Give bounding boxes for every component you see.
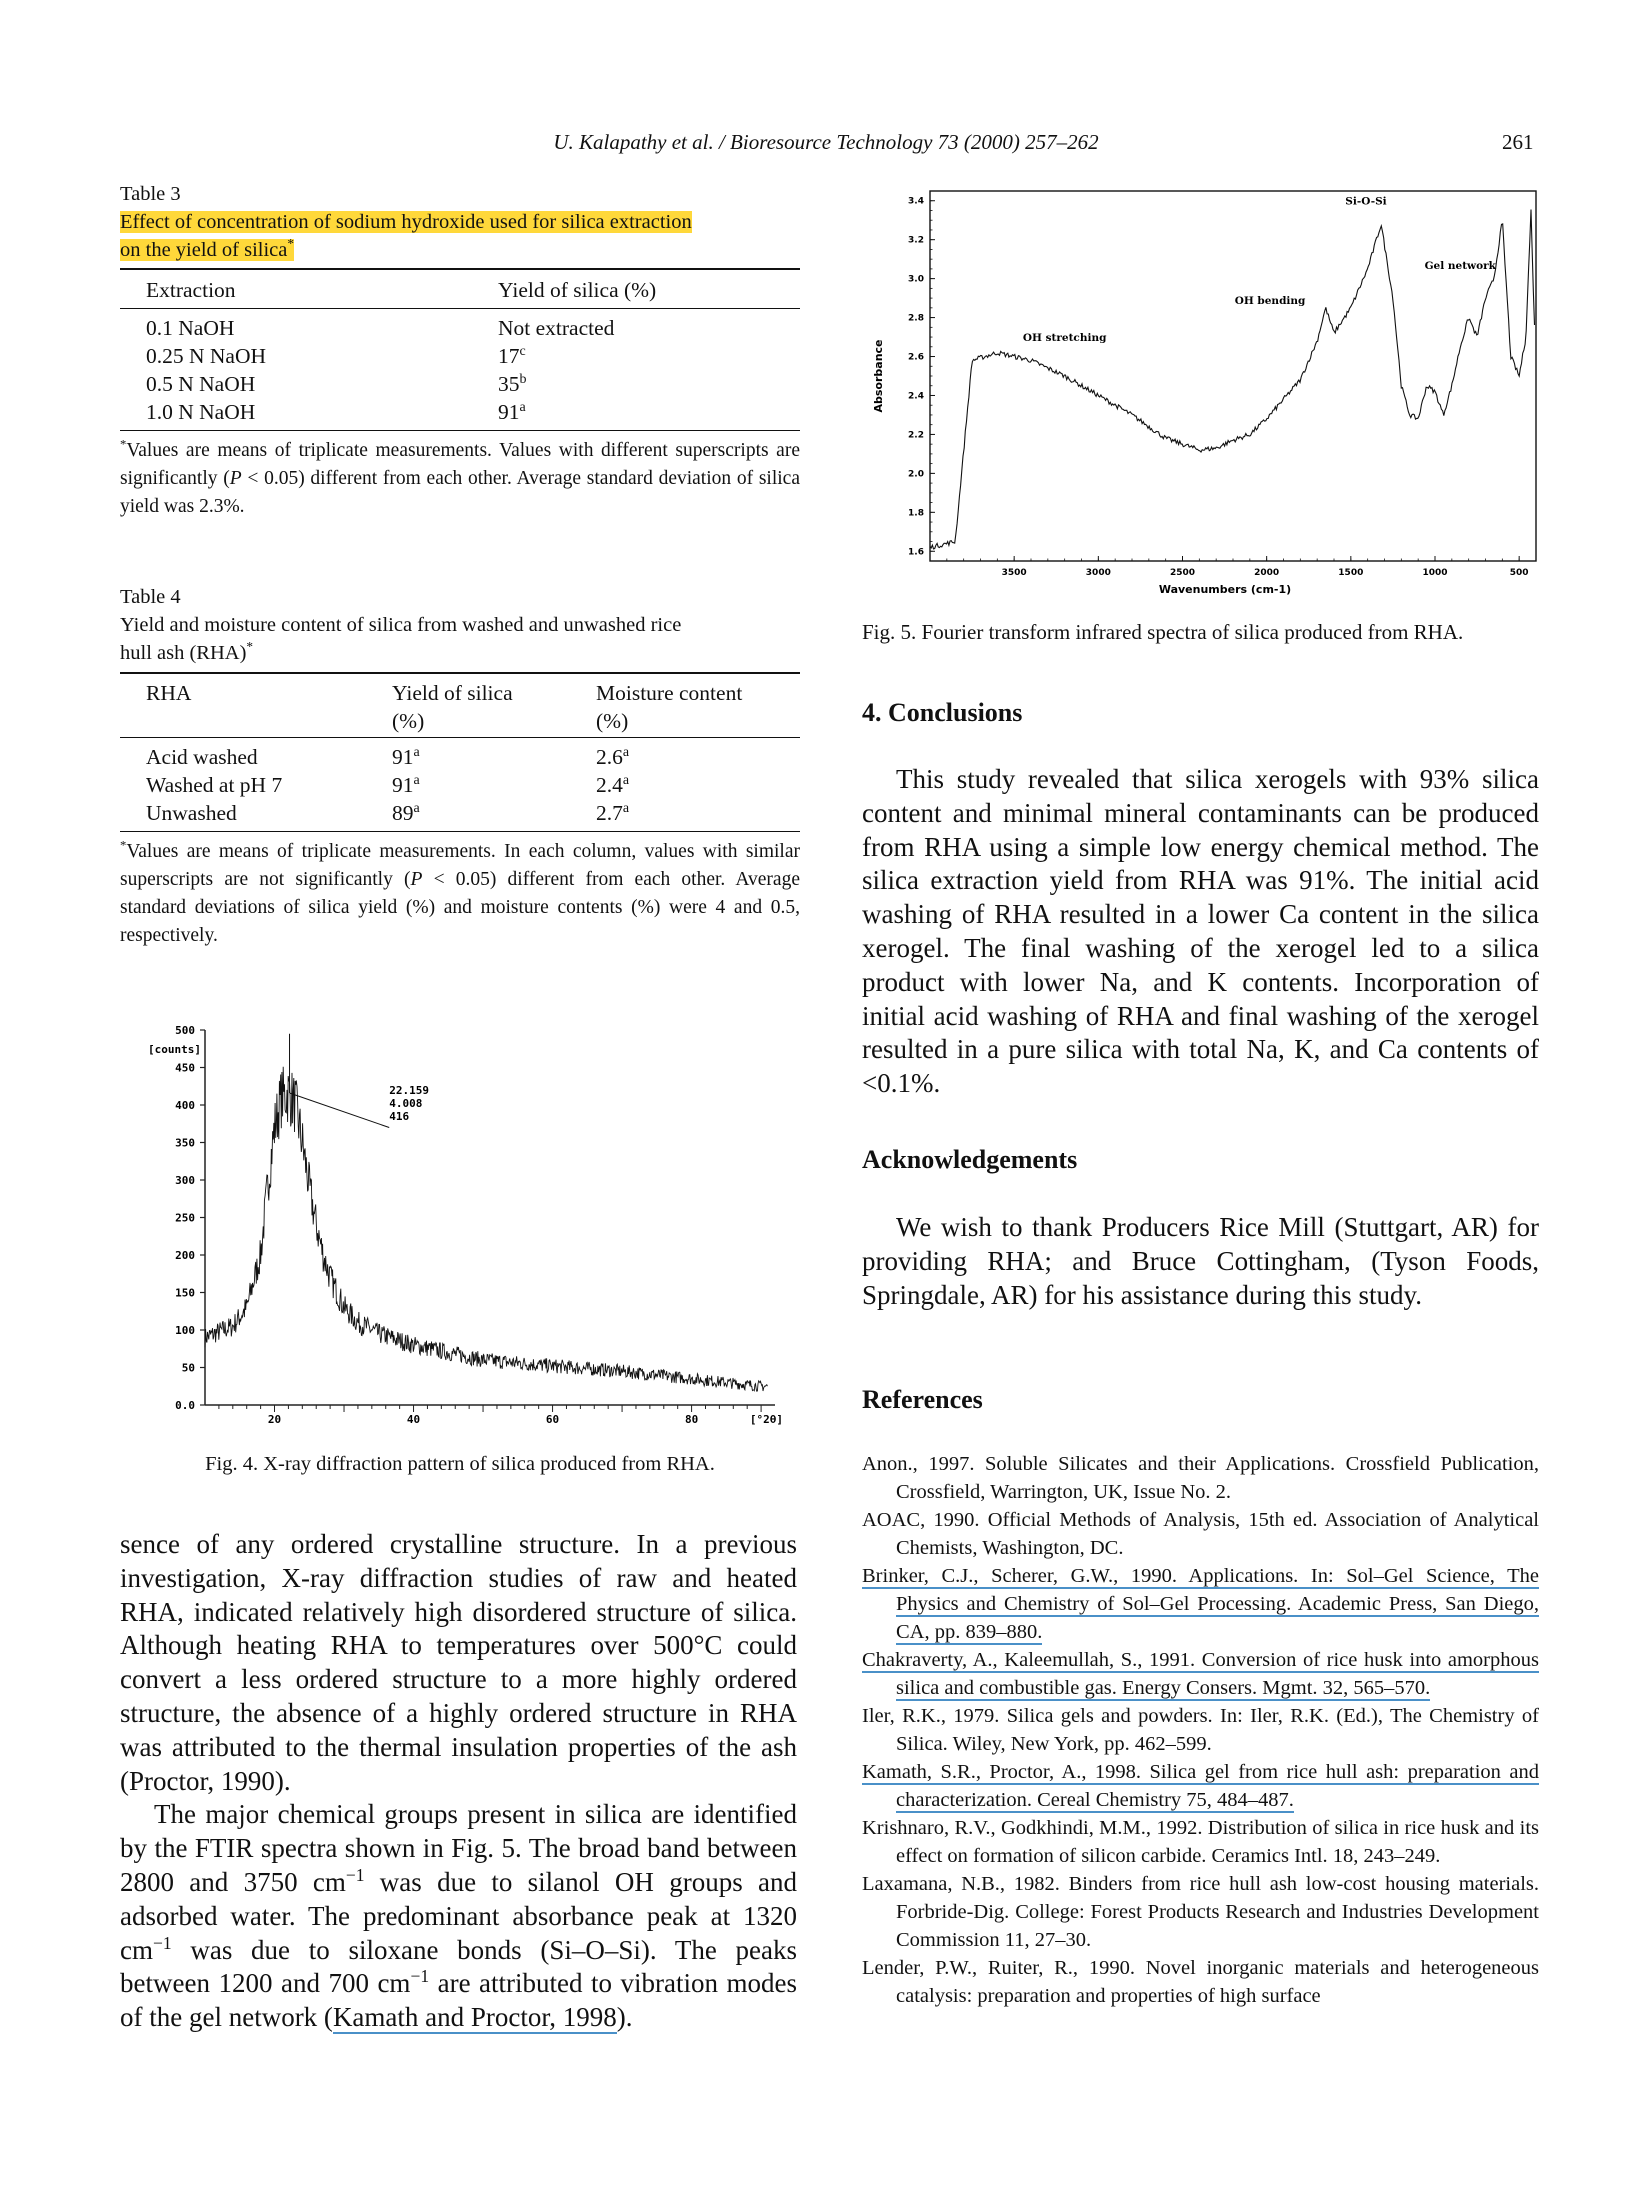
y-tick-label: 450 <box>175 1061 195 1075</box>
left-body <box>120 1528 797 2035</box>
y-tick-label: 2.6 <box>908 352 924 363</box>
x-tick-label: 60 <box>545 1413 560 1426</box>
y-tick-label: 0.0 <box>175 1399 195 1412</box>
y-tick-label: 150 <box>175 1286 195 1300</box>
table4-cell: 2.7 <box>596 801 623 825</box>
y-tick-label: 3.2 <box>908 235 924 246</box>
reference-item <box>862 1870 1539 1954</box>
table3-header-yield: Yield of silica (%) <box>498 278 657 302</box>
table4-header-moisture <box>570 673 800 738</box>
y-tick-label: 400 <box>175 1099 195 1112</box>
table3-cell: 1.0 N NaOH <box>146 400 256 424</box>
reference-text: Iler, R.K., 1979. Silica gels and powders. In: Iler, R.K. (Ed.), The Chemistry of Silica. Wiley, New York, pp. 462–599. <box>862 1705 1539 1755</box>
ack-heading <box>862 1145 1077 1175</box>
left-para2 <box>120 1798 797 2035</box>
table4-header-yield-l2: (%) <box>392 709 425 733</box>
table3-caption-line2: on the yield of silica <box>120 239 288 261</box>
left-para2-mid1: was due to silanol OH groups and adsorbed water. The predominant absorbance peak at 1320 cm <box>120 1866 797 1965</box>
table3-cell: 17 <box>498 344 520 368</box>
ack-heading-text: Acknowledgements <box>862 1145 1078 1174</box>
y-tick-label: 2.8 <box>908 313 924 324</box>
reference-link[interactable]: Brinker, C.J., Scherer, G.W., 1990. Applications. In: Sol–Gel Science, The Physics and Chemistry of Sol–Gel Processing. Academic Press, San Diego, CA, pp. 839–880. <box>862 1565 1539 1643</box>
x-tick-label: 80 <box>684 1413 699 1426</box>
y-tick-label: 2.2 <box>908 430 924 441</box>
references-heading <box>862 1385 983 1415</box>
table3-sup: a <box>519 399 526 415</box>
page-number: 261 <box>1502 130 1534 154</box>
table4-cell: Washed at pH 7 <box>146 773 283 797</box>
reference-link[interactable]: Kamath, S.R., Proctor, A., 1998. Silica gel from rice hull ash: preparation and characterization. Cereal Chemistry 75, 484–487. <box>862 1761 1539 1811</box>
table3-cell: Not extracted <box>498 316 615 340</box>
peak-annotation: 4.008 <box>389 1096 423 1110</box>
reference-text: Lender, P.W., Ruiter, R., 1990. Novel inorganic materials and heterogeneous catalysis: preparation and properties of high surface <box>862 1957 1539 2007</box>
footnote-mark: * <box>120 437 127 452</box>
table4-cell: 91 <box>392 773 414 797</box>
reference-item <box>862 1814 1539 1870</box>
left-para2-sup: −1 <box>345 1864 365 1885</box>
y-tick-label: 250 <box>175 1211 195 1225</box>
reference-item[interactable] <box>862 1758 1539 1814</box>
left-para2-end: ). <box>616 2002 633 2033</box>
x-axis-label: Wavenumbers (cm-1) <box>1158 583 1292 596</box>
spectrum-annotation: OH bending <box>1234 294 1306 307</box>
y-tick-label: 350 <box>175 1136 195 1150</box>
spectrum-annotation: Si-O-Si <box>1345 195 1387 208</box>
footnote-mark: * <box>120 838 127 853</box>
x-tick-label: 3500 <box>1001 568 1027 578</box>
table3-footnote-post: < 0.05) different from each other. Average standard deviation of silica yield was 2.3%. <box>120 468 800 517</box>
table3-cell: 0.5 N NaOH <box>146 372 256 396</box>
reference-item <box>862 1702 1539 1758</box>
table4 <box>120 672 800 950</box>
xrd-trace <box>205 1067 767 1391</box>
y-tick-label: 3.4 <box>908 196 924 207</box>
y-axis-label: Absorbance <box>872 339 885 413</box>
left-para2-sup: −1 <box>410 1966 430 1987</box>
running-title: U. Kalapathy et al. / Bioresource Technology 73 (2000) 257–262 <box>553 130 1099 154</box>
x-tick-label: 3000 <box>1085 568 1111 578</box>
peak-annotation: 416 <box>389 1109 410 1123</box>
table4-caption <box>120 583 800 667</box>
table4-header-moisture-l1: Moisture content <box>596 681 743 705</box>
table4-label: Table 4 <box>120 586 181 608</box>
table4-footnote-pre: Values are means of triplicate measurements. In each column, values with similar superscripts are not significantly ( <box>120 841 800 890</box>
table3-cell: 0.25 N NaOH <box>146 344 267 368</box>
table4-sup: a <box>622 744 630 760</box>
x-tick-label: 500 <box>1509 568 1529 578</box>
table4-header-yield <box>366 673 570 738</box>
left-para2-pre: The major chemical groups present in silica are identified by the FTIR spectra shown in Fig. 5. The broad band between 2800 and 3750 cm <box>120 1799 797 1897</box>
table4-sup: a <box>413 800 420 816</box>
table3-cell: 91 <box>498 400 520 424</box>
table4-sup: a <box>622 772 630 788</box>
spectrum-annotation: Gel network <box>1424 259 1496 272</box>
table3-footnote <box>120 437 800 521</box>
table3-sup: c <box>519 343 526 359</box>
x-tick-label: 1500 <box>1338 568 1364 578</box>
reference-item <box>862 1450 1539 1506</box>
peak-annotation: 22.159 <box>389 1083 429 1097</box>
ack-text: We wish to thank Producers Rice Mill (Stuttgart, AR) for providing RHA; and Bruce Cottingham, (Tyson Foods, Springdale, AR) for his assistance during this study. <box>862 1212 1539 1310</box>
fig4-caption: Fig. 4. X-ray diffraction pattern of silica produced from RHA. <box>205 1453 715 1475</box>
x-tick-label: 2000 <box>1254 568 1280 578</box>
table4-caption-mark: * <box>246 639 254 655</box>
x-tick-label: 20 <box>267 1413 282 1426</box>
table3-caption-mark: * <box>287 236 295 252</box>
y-tick-label: 200 <box>175 1249 195 1262</box>
table4-footnote-p: P <box>410 869 423 890</box>
x-axis-unit: [°2θ] <box>749 1413 783 1426</box>
table4-footnote-post: < 0.05) different from each other. Average standard deviations of silica yield (%) and moisture contents (%) were 4 and 0.5, respectively. <box>120 869 800 946</box>
annotation-leader <box>290 1093 390 1128</box>
table4-cell: 2.6 <box>596 745 623 769</box>
spectrum-annotation: OH stretching <box>1022 331 1107 344</box>
conclusions-text: This study revealed that silica xerogels with 93% silica content and minimal mineral contaminants can be produced from RHA using a simple low energy chemical method. The silica extraction yield from RHA was 91%. The initial acid washing of RHA resulted in a lower Ca content in the silica xerogel. The final washing of the xerogel led to a silica product with lower Na, and K contents. Incorporation of initial acid washing of RHA and final washing of the xerogel resulted in a pure silica with total Na, K, and Ca contents of <0.1%. <box>862 764 1539 1099</box>
table4-cell: Acid washed <box>146 745 258 769</box>
y-tick-label: 300 <box>175 1174 195 1187</box>
y-tick-label: 100 <box>175 1324 195 1337</box>
citation-link[interactable]: Kamath and Proctor, 1998 <box>332 2002 617 2033</box>
table4-header-rha: RHA <box>146 681 192 705</box>
references-heading-text: References <box>862 1385 983 1414</box>
reference-list <box>862 1450 1539 2010</box>
table4-sup: a <box>413 744 420 760</box>
x-tick-label: 2500 <box>1169 568 1196 578</box>
y-tick-label: 2.0 <box>908 469 924 480</box>
left-para2-sup: −1 <box>153 1932 172 1953</box>
table4-cell: 2.4 <box>596 773 623 797</box>
y-tick-label: 500 <box>175 1024 195 1037</box>
table4-cell: Unwashed <box>146 801 237 825</box>
plot-frame <box>930 191 1536 561</box>
table3-label: Table 3 <box>120 183 181 205</box>
table4-header-yield-l1: Yield of silica <box>392 681 513 705</box>
y-tick-label: 3.0 <box>908 274 924 285</box>
y-tick-label: 1.8 <box>908 508 924 519</box>
x-tick-label: 1000 <box>1422 568 1448 578</box>
table3-caption <box>120 180 800 264</box>
x-tick-label: 40 <box>406 1413 421 1426</box>
y-tick-label: 2.4 <box>908 391 924 402</box>
table3-caption-line1: Effect of concentration of sodium hydroxide used for silica extraction <box>120 211 692 233</box>
table3-cell: 35 <box>498 372 520 396</box>
y-tick-label: 50 <box>181 1361 195 1375</box>
table4-caption-line1: Yield and moisture content of silica from washed and unwashed rice <box>120 614 682 636</box>
table3-footnote-pre: Values are means of triplicate measurements. Values with different superscripts are significantly ( <box>120 440 800 489</box>
reference-text: Anon., 1997. Soluble Silicates and their Applications. Crossfield Publication, Crossfield, Warrington, UK, Issue No. 2. <box>862 1453 1539 1503</box>
table3-sup: b <box>519 371 527 387</box>
ftir-chart <box>860 183 1540 605</box>
reference-text: Laxamana, N.B., 1982. Binders from rice hull ash low-cost housing materials. Forbride-Dig. College: Forest Products Research and Industries Development Commission 11, 27–30. <box>862 1873 1539 1951</box>
reference-text: Krishnaro, R.V., Godkhindi, M.M., 1992. Distribution of silica in rice husk and its effect on formation of silicon carbide. Ceramics Intl. 18, 243–249. <box>862 1817 1539 1867</box>
reference-item <box>862 1506 1539 1562</box>
y-tick-label: 1.6 <box>908 547 924 558</box>
table3-cell: 0.1 NaOH <box>146 316 235 340</box>
reference-item[interactable] <box>862 1562 1539 1646</box>
table4-sup: a <box>622 800 630 816</box>
left-para1: sence of any ordered crystalline structure. In a previous investigation, X-ray diffraction studies of raw and heated RHA, indicated relatively high disordered structure of silica. Although heating RHA to temperatures over 500°C could convert a less ordered structure to a more highly ordered structure, the absence of a highly ordered structure in RHA was attributed to the thermal insulation properties of the ash (Proctor, 1990). <box>120 1529 797 1796</box>
table3-footnote-p: P <box>229 468 242 489</box>
left-para2-mid2: was due to siloxane bonds (Si–O–Si). The peaks between 1200 and 700 cm <box>120 1934 797 1999</box>
y-axis-label: [counts] <box>148 1042 201 1056</box>
table4-cell: 89 <box>392 801 414 825</box>
reference-item[interactable] <box>862 1646 1539 1702</box>
fig5-caption: Fig. 5. Fourier transform infrared spectra of silica produced from RHA. <box>862 620 1464 644</box>
table3-header-extraction: Extraction <box>146 278 236 302</box>
xrd-chart <box>115 1010 795 1430</box>
reference-text: AOAC, 1990. Official Methods of Analysis, 15th ed. Association of Analytical Chemists, Washington, DC. <box>862 1509 1539 1559</box>
reference-item <box>862 1954 1539 2010</box>
left-para2-mid3: are attributed to vibration modes of the gel network ( <box>120 1968 797 2033</box>
table4-header-moisture-l2: (%) <box>596 709 629 733</box>
table4-footnote <box>120 838 800 950</box>
table4-caption-line2: hull ash (RHA) <box>120 642 247 664</box>
table4-cell: 91 <box>392 745 414 769</box>
conclusions-heading <box>862 698 1022 728</box>
conclusions-heading-text: 4. Conclusions <box>862 698 1023 727</box>
table3 <box>120 268 800 521</box>
table4-sup: a <box>413 772 420 788</box>
reference-link[interactable]: Chakraverty, A., Kaleemullah, S., 1991. Conversion of rice husk into amorphous silica and combustible gas. Energy Consers. Mgmt. 32, 565–570. <box>862 1649 1539 1699</box>
